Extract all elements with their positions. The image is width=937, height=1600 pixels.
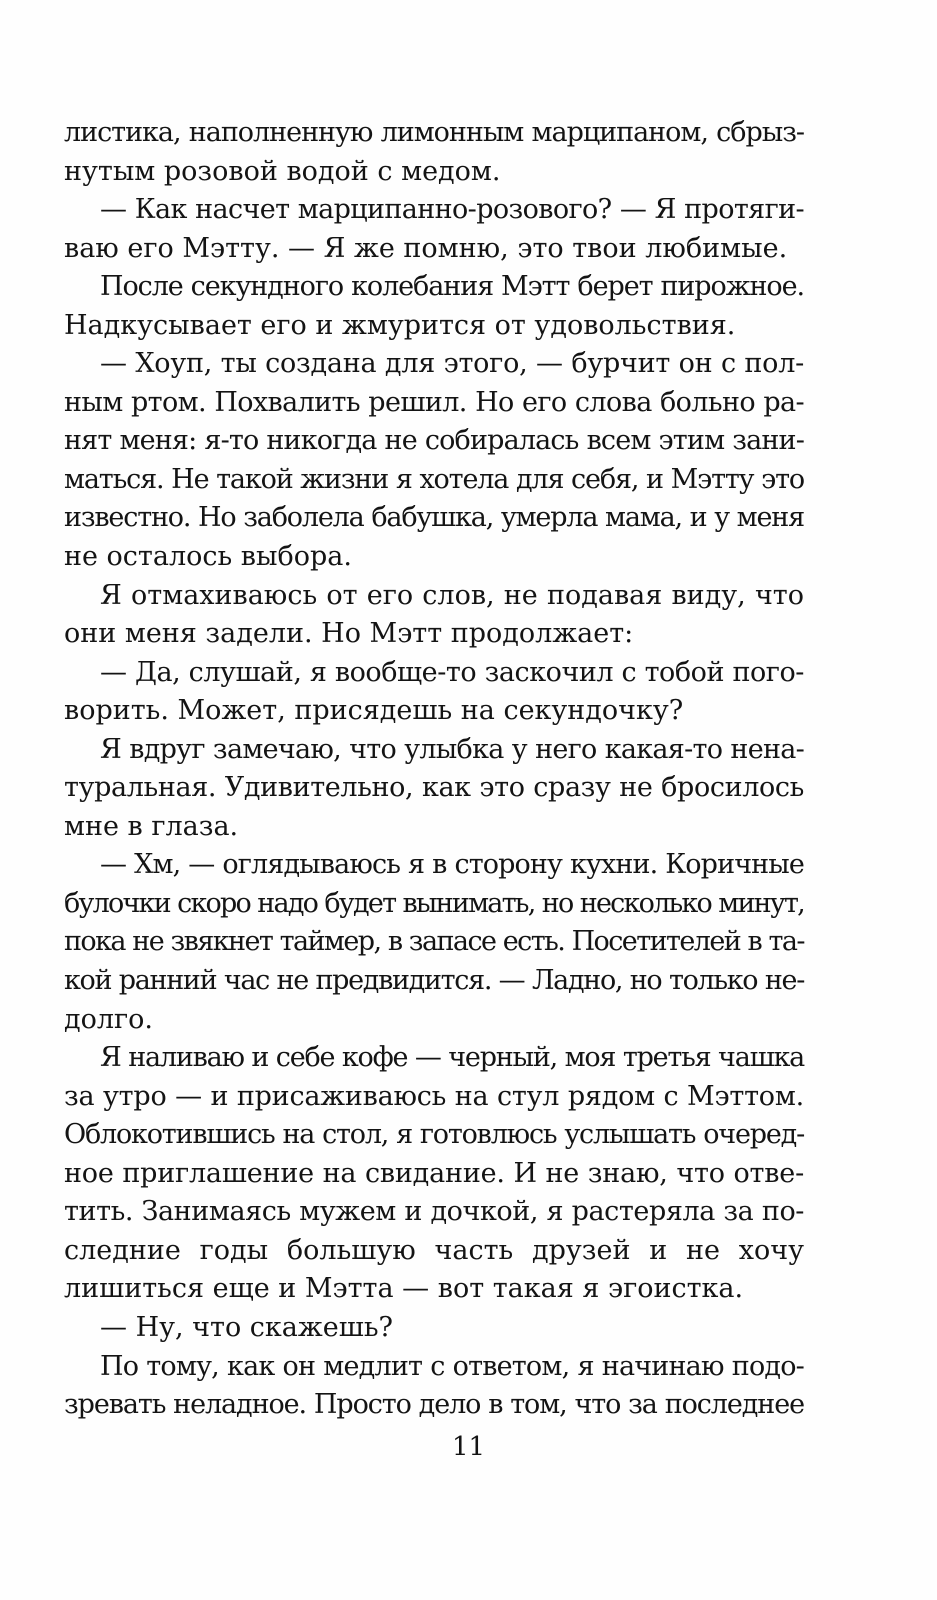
text-line: они меня задели. Но Мэтт продолжает: (64, 618, 634, 650)
text-line: долго. (64, 1003, 154, 1035)
text-line: — Хм, — оглядываюсь я в сторону кухни. Коричные (100, 849, 804, 881)
text-line: После секундного колебания Мэтт берет пирожное. (100, 271, 804, 303)
text-line: кой ранний час не предвидится. — Ладно, но только не- (64, 965, 804, 997)
text-line: тить. Занимаясь мужем и дочкой, я растеряла за по- (64, 1196, 804, 1228)
text-line: Облокотившись на стол, я готовлюсь услышать очеред- (64, 1119, 804, 1151)
text-line: за утро — и присаживаюсь на стул рядом с Мэттом. (64, 1080, 804, 1112)
text-line: — Хоуп, ты создана для этого, — бурчит он с пол- (100, 348, 804, 380)
text-line: пока не звякнет таймер, в запасе есть. Посетителей в та- (64, 926, 804, 958)
page-number: 11 (451, 1432, 486, 1462)
text-line: мне в глаза. (64, 810, 239, 842)
text-line: ваю его Мэтту. — Я же помню, это твои любимые. (64, 232, 788, 264)
text-line: зревать неладное. Просто дело в том, что за последнее (64, 1389, 804, 1421)
text-line: маться. Не такой жизни я хотела для себя, и Мэтту это (64, 463, 804, 495)
text-line: лишиться еще и Мэтта — вот такая я эгоистка. (64, 1273, 744, 1305)
body-text (64, 114, 804, 1425)
text-line: следние годы большую часть друзей и не хочу (64, 1234, 804, 1266)
text-line: Я наливаю и себе кофе — черный, моя третья чашка (100, 1042, 804, 1074)
text-line: ным ртом. Похвалить решил. Но его слова больно ра- (64, 386, 804, 418)
text-line: Надкусывает его и жмурится от удовольствия. (64, 309, 736, 341)
text-line: — Как насчет марципанно-розового? — Я протяги- (100, 194, 804, 226)
text-line: Я вдруг замечаю, что улыбка у него какая-то нена- (100, 733, 804, 765)
text-line: Я отмахиваюсь от его слов, не подавая виду, что (100, 579, 804, 611)
text-line: ное приглашение на свидание. И не знаю, что отве- (64, 1157, 804, 1189)
text-line: булочки скоро надо будет вынимать, но несколько минут, (64, 887, 804, 919)
text-line: нят меня: я-то никогда не собиралась всем этим зани- (64, 425, 804, 457)
text-line: — Ну, что скажешь? (100, 1311, 393, 1343)
text-line: туральная. Удивительно, как это сразу не бросилось (64, 772, 804, 804)
text-line: ворить. Может, присядешь на секундочку? (64, 695, 684, 727)
text-line: По тому, как он медлит с ответом, я начинаю подо- (100, 1350, 804, 1382)
text-line: — Да, слушай, я вообще-то заскочил с тобой пого- (100, 656, 804, 688)
text-line: листика, наполненную лимонным марципаном, сбрыз- (64, 117, 804, 148)
text-line: известно. Но заболела бабушка, умерла мама, и у меня (64, 502, 804, 534)
text-line: не осталось выбора. (64, 541, 352, 573)
text-line: нутым розовой водой с медом. (64, 155, 501, 187)
